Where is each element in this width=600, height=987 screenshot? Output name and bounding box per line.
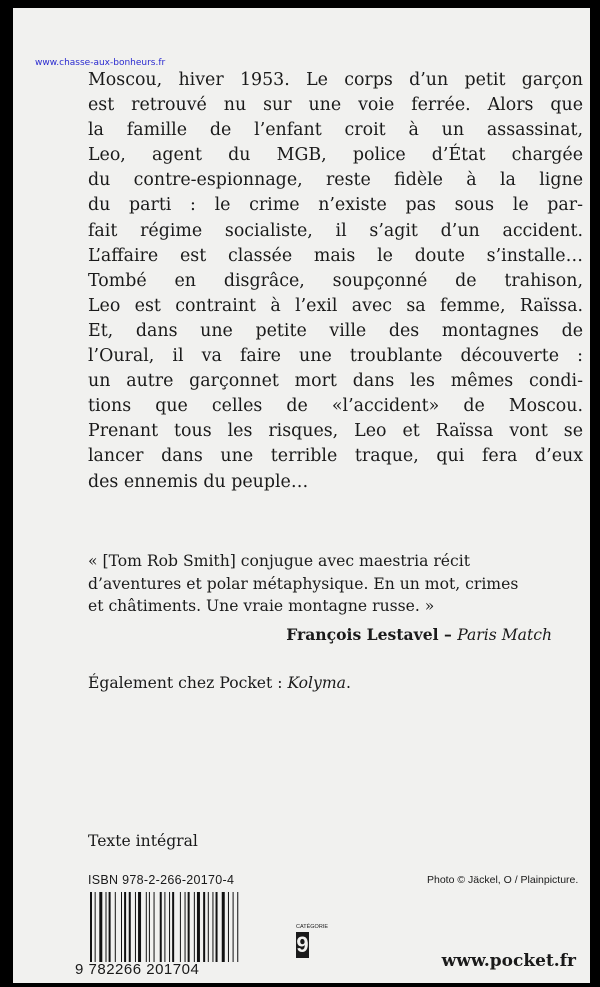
- synopsis-line: Et, dans une petite ville des montagnes de: [88, 320, 583, 341]
- also-title: Kolyma: [287, 674, 346, 692]
- barcode-bar: [135, 892, 136, 962]
- category-label: CATÉGORIE: [296, 924, 328, 930]
- synopsis-line: la famille de l’enfant croit à un assassinat,: [88, 120, 583, 141]
- category-number: 9: [296, 932, 309, 957]
- barcode-bar: [138, 892, 141, 962]
- barcode-bar: [115, 892, 116, 962]
- attribution-separator: –: [438, 625, 458, 644]
- synopsis-line: un autre garçonnet mort dans les mêmes condi-: [88, 371, 583, 392]
- barcode-bar: [212, 892, 213, 962]
- barcode-bar: [185, 892, 186, 962]
- barcode-bar: [172, 892, 174, 962]
- also-available: [88, 674, 351, 692]
- book-back-cover: [13, 8, 590, 983]
- barcode-bar: [129, 892, 131, 962]
- synopsis-line: des ennemis du peuple…: [88, 471, 309, 492]
- barcode-number: 9 782266 201704: [75, 961, 200, 978]
- category-badge: [296, 924, 328, 964]
- barcode-bar: [146, 892, 147, 962]
- barcode-bar: [194, 892, 195, 962]
- watermark: www.chasse-aux-bonheurs.fr: [35, 58, 166, 68]
- barcode-bar: [197, 892, 200, 962]
- also-text: Également chez Pocket :: [88, 674, 288, 692]
- barcode-bar: [169, 892, 170, 962]
- barcode-bar: [216, 892, 218, 962]
- barcode-bar: [164, 892, 165, 962]
- quote-author: François Lestavel: [286, 625, 439, 644]
- barcode-bar: [237, 892, 238, 962]
- press-quote: [88, 550, 575, 618]
- barcode: [90, 892, 280, 962]
- synopsis-line: tions que celles de «l’accident» de Moscou.: [88, 396, 583, 417]
- barcode-bar: [109, 892, 111, 962]
- barcode-bar: [149, 892, 150, 962]
- synopsis-line: L’affaire est classée mais le doute s’installe…: [88, 245, 583, 266]
- synopsis-line: Tombé en disgrâce, soupçonné de trahison,: [88, 270, 583, 291]
- barcode-bar: [90, 892, 92, 962]
- synopsis-line: lancer dans une terrible traque, qui fera d’eux: [88, 446, 583, 467]
- website: www.pocket.fr: [441, 951, 576, 971]
- synopsis-line: est retrouvé nu sur une voie ferrée. Alors que: [88, 95, 583, 116]
- barcode-bar: [121, 892, 122, 962]
- barcode-bar: [222, 892, 225, 962]
- barcode-bar: [203, 892, 205, 962]
- barcode-bar: [180, 892, 181, 962]
- barcode-bar: [124, 892, 126, 962]
- barcode-bar: [188, 892, 190, 962]
- barcode-bar: [160, 892, 162, 962]
- synopsis-line: du parti : le crime n’existe pas sous le par-: [88, 195, 583, 216]
- synopsis-line: fait régime socialiste, il s’agit d’un accident.: [88, 220, 583, 241]
- synopsis-line: Leo, agent du MGB, police d’État chargée: [88, 145, 583, 166]
- synopsis-line: Prenant tous les risques, Leo et Raïssa vont se: [88, 421, 583, 442]
- barcode-bar: [154, 892, 155, 962]
- quote-attribution: [286, 625, 552, 644]
- photo-credit: Photo © Jäckel, O / Plainpicture.: [427, 874, 579, 886]
- barcode-bar: [208, 892, 209, 962]
- quote-line: et châtiments. Une vraie montagne russe. »: [88, 597, 435, 615]
- synopsis-line: l’Oural, il va faire une troublante découverte :: [88, 346, 583, 367]
- isbn: ISBN 978-2-266-20170-4: [88, 873, 235, 887]
- barcode-bar: [95, 892, 96, 962]
- synopsis-line: Leo est contraint à l’exil avec sa femme, Raïssa.: [88, 295, 583, 316]
- barcode-bar: [233, 892, 234, 962]
- quote-line: « [Tom Rob Smith] conjugue avec maestria récit: [88, 552, 471, 570]
- also-end: .: [345, 674, 351, 692]
- synopsis-line: du contre-espionnage, reste fidèle à la ligne: [88, 170, 583, 191]
- quote-source: Paris Match: [457, 626, 552, 644]
- barcode-bar: [228, 892, 229, 962]
- barcode-bar: [99, 892, 102, 962]
- synopsis: [88, 68, 583, 495]
- quote-line: d’aventures et polar métaphysique. En un mot, crimes: [88, 574, 519, 593]
- integral-text-label: Texte intégral: [88, 832, 198, 850]
- barcode-bar: [106, 892, 107, 962]
- synopsis-line: Moscou, hiver 1953. Le corps d’un petit garçon: [88, 70, 583, 90]
